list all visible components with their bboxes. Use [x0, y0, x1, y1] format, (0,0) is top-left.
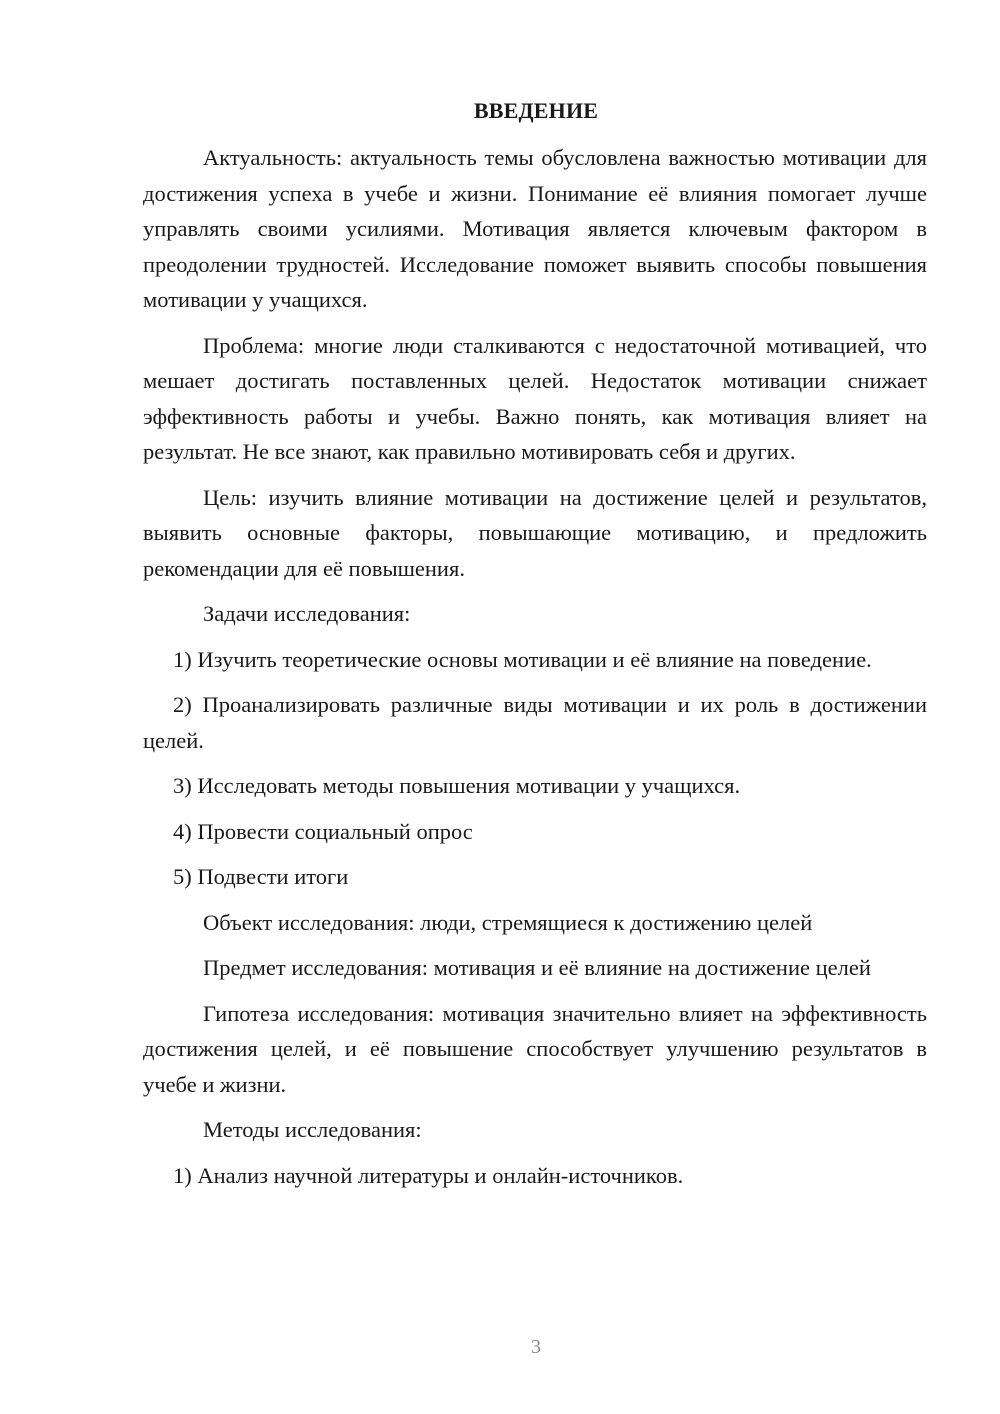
method-item: 1) Анализ научной литературы и онлайн-источников. — [173, 1162, 684, 1188]
task-item: 5) Подвести итоги — [173, 864, 349, 889]
page-number: 3 — [531, 1336, 541, 1358]
relevance-paragraph: Актуальность: актуальность темы обусловлена важностью мотивации для достижения успеха в учебе и жизни. Понимание её влияния помогает лучше управлять своими усилиями. Мотивация является ключевым фактором в преодолении трудностей. Исследование поможет выявить способы повышения мотивации у учащихся. — [143, 145, 927, 312]
hypothesis-paragraph: Гипотеза исследования: мотивация значительно влияет на эффективность достижения целей, и её повышение способствует улучшению результатов в учебе и жизни. — [143, 1000, 927, 1097]
task-item: 2) Проанализировать различные виды мотивации и их роль в достижении целей. — [143, 692, 927, 753]
problem-paragraph: Проблема: многие люди сталкиваются с недостаточной мотивацией, что мешает достигать поставленных целей. Недостаток мотивации снижает эффективность работы и учебы. Важно понять, как мотивация влияет на результат. Не все знают, как правильно мотивировать себя и других. — [143, 332, 927, 464]
methods-heading: Методы исследования: — [203, 1117, 422, 1142]
page-title: ВВЕДЕНИЕ — [473, 98, 599, 123]
task-item: 1) Изучить теоретические основы мотивации и её влияние на поведение. — [173, 646, 872, 672]
document-body — [143, 140, 927, 1203]
task-item: 3) Исследовать методы повышения мотивации у учащихся. — [173, 773, 741, 798]
task-item: 4) Провести социальный опрос — [173, 818, 473, 844]
goal-paragraph: Цель: изучить влияние мотивации на достижение целей и результатов, выявить основные факторы, повышающие мотивацию, и предложить рекомендации для её повышения. — [143, 484, 927, 581]
object-paragraph: Объект исследования: люди, стремящиеся к достижению целей — [203, 909, 813, 935]
tasks-heading: Задачи исследования: — [203, 601, 411, 626]
subject-paragraph: Предмет исследования: мотивация и её влияние на достижение целей — [203, 955, 871, 980]
